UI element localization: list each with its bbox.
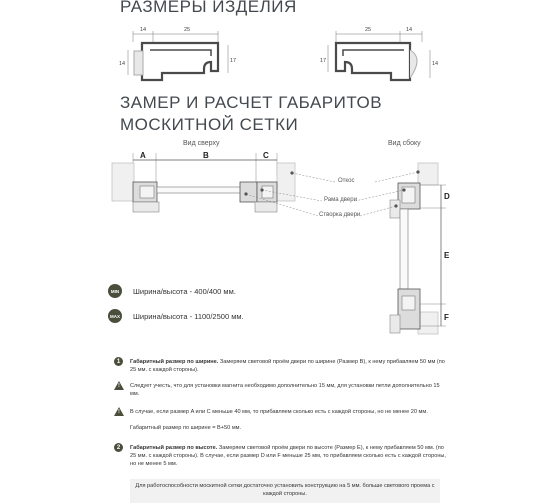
note-2: Следует учесть, что для установки магнита необходимо дополнительно 15 мм, для установки петли дополнительно 15 мм.	[130, 383, 440, 397]
callout-stvorka: Створка двери	[319, 212, 361, 218]
product-sizes-title: РАЗМЕРЫ ИЗДЕЛИЯ	[120, 0, 297, 16]
note-3: В случае, если размер A или C меньше 40 мм, то прибавляем сколько есть с каждой стороны, но не менее 20 мм.	[130, 409, 428, 415]
warning-icon: !	[114, 407, 124, 416]
dim-left-left: 14	[119, 61, 126, 67]
dim-right-right: 14	[432, 61, 439, 67]
measure-title: ЗАМЕР И РАСЧЕТ ГАБАРИТОВ МОСКИТНОЙ СЕТКИ	[120, 93, 383, 134]
note-1-marker: 1	[114, 357, 123, 366]
dim-left-top-b: 25	[184, 27, 191, 33]
view-side-label: Вид сбоку	[388, 140, 421, 147]
min-text: Ширина/высота - 400/400 мм.	[133, 287, 236, 296]
callout-rama: Рама двери	[324, 197, 357, 203]
view-top-label: Вид сверху	[183, 140, 220, 147]
top-view-section	[112, 153, 295, 212]
warning-icon: !	[114, 381, 124, 390]
dim-c: C	[263, 151, 269, 160]
footer-note: Для работоспособности москитной сетки достаточно установить конструкцию на 5 мм. больше светового проема с каждой стороны.	[130, 479, 440, 503]
dim-left-top-a: 14	[140, 27, 147, 33]
note-2-marker: 2	[114, 443, 123, 452]
max-badge: MAX	[108, 309, 122, 323]
callout-otkos: Откос	[338, 178, 355, 184]
min-badge: MIN	[108, 284, 122, 298]
side-view-section	[390, 163, 446, 334]
note-1: Габаритный размер по ширине. Замеряем световой проём двери по ширине (Размер B), к нему прибавляем 50 мм (по 25 мм. с каждой стороны).	[130, 359, 445, 373]
dim-d: D	[444, 192, 450, 201]
note-4: Габаритный размер по ширине = B+50 мм.	[130, 425, 242, 431]
max-text: Ширина/высота - 1100/2500 мм.	[133, 312, 244, 321]
dim-e: E	[444, 251, 450, 260]
dim-a: A	[140, 151, 146, 160]
dim-right-top-b: 14	[406, 27, 413, 33]
dim-right-top-a: 25	[365, 27, 372, 33]
note-5: Габаритный размер по высоте. Замеряем световой проём двери по высоте (Размер E), к нему прибавляем 50 мм. (по 25 мм. с каждой стороны). В случае, если размер D или F меньше 25 мм, то прибавляем сколько есть с каждой стороны, но не менее 5 мм.	[130, 445, 446, 467]
dim-right-left: 17	[320, 58, 327, 64]
profile-right	[336, 43, 417, 80]
profile-left	[134, 43, 218, 80]
dim-f: F	[444, 313, 449, 322]
dim-b: B	[203, 151, 209, 160]
dim-left-right: 17	[230, 58, 237, 64]
